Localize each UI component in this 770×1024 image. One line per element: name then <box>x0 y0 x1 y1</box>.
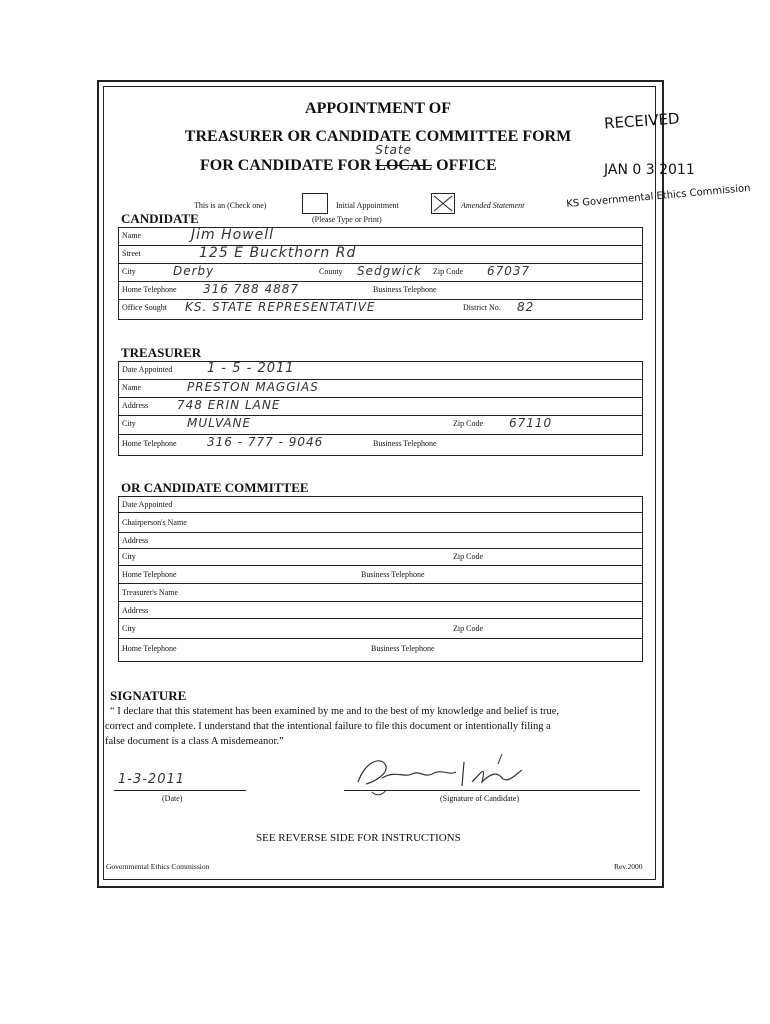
candidate-signature <box>352 752 552 798</box>
treasurer-zip-value: 67110 <box>509 416 553 430</box>
initial-appointment-label: Initial Appointment <box>336 201 399 210</box>
committee-city2-row[interactable]: City Zip Code <box>119 619 642 639</box>
committee-heading: OR CANDIDATE COMMITTEE <box>121 480 309 495</box>
amended-statement-checkbox[interactable] <box>431 193 455 214</box>
candidate-city-value: Derby <box>173 264 215 278</box>
candidate-office-value: KS. STATE REPRESENTATIVE <box>185 300 376 314</box>
committee-city-row[interactable]: City Zip Code <box>119 549 642 566</box>
print-note: (Please Type or Print) <box>312 215 382 224</box>
candidate-street-row[interactable]: Street 125 E Buckthorn Rd <box>119 246 642 264</box>
received-date-stamp: JAN 0 3 2011 <box>604 162 695 178</box>
treasurer-home-tel-value: 316 - 777 - 9046 <box>207 435 324 449</box>
initial-appointment-checkbox[interactable] <box>302 193 328 214</box>
committee-address-row[interactable]: Address <box>119 533 642 549</box>
check-prompt: This is an (Check one) <box>194 201 267 210</box>
signature-line <box>344 790 640 791</box>
candidate-office-row[interactable]: Office Sought KS. STATE REPRESENTATIVE District No. 82 <box>122 300 535 314</box>
treasurer-date-value: 1 - 5 - 2011 <box>207 361 295 376</box>
signature-caption: (Signature of Candidate) <box>440 794 520 803</box>
agency-stamp: KS Governmental Ethics Commission <box>565 182 751 211</box>
candidate-home-tel-value: 316 788 4887 <box>203 282 299 296</box>
committee-table <box>118 496 643 662</box>
candidate-county-value: Sedgwick <box>357 264 422 278</box>
candidate-zip-value: 67037 <box>487 264 531 278</box>
amended-statement-label: Amended Statement <box>461 201 525 210</box>
instructions-note: SEE REVERSE SIDE FOR INSTRUCTIONS <box>256 832 461 844</box>
treasurer-name-row[interactable]: Name PRESTON MAGGIAS <box>119 380 642 398</box>
treasurer-address-row[interactable]: Address 748 ERIN LANE <box>119 398 642 416</box>
title-line-3: FOR CANDIDATE FOR LOCAL State OFFICE <box>200 143 497 174</box>
treasurer-phone-row[interactable]: Home Telephone 316 - 777 - 9046 Business Telephone <box>122 435 437 449</box>
received-stamp: RECEIVED <box>603 109 681 133</box>
committee-treasurer-row[interactable]: Treasurer's Name <box>119 584 642 602</box>
declaration-line-2: correct and complete. I understand that the intentional failure to file this document or intentionally filing a <box>105 721 551 732</box>
check-x-icon <box>432 194 454 213</box>
candidate-city-row[interactable]: City Derby County Sedgwick Zip Code 67037 <box>119 264 642 282</box>
committee-chair-row[interactable]: Chairperson's Name <box>119 513 642 533</box>
declaration-line-1: “ I declare that this statement has been examined by me and to the best of my knowledge and belief is true, <box>110 706 560 717</box>
committee-address2-row[interactable]: Address <box>119 602 642 619</box>
treasurer-address-value: 748 ERIN LANE <box>177 398 281 412</box>
committee-phone2-row[interactable]: Home Telephone Business Telephone <box>122 644 435 653</box>
treasurer-date-row[interactable]: Date Appointed 1 - 5 - 2011 <box>119 362 642 380</box>
candidate-name-value: Jim Howell <box>191 227 275 243</box>
declaration-line-3: false document is a class A misdemeanor.” <box>105 736 284 747</box>
signature-heading: SIGNATURE <box>110 688 187 703</box>
signature-date-value: 1-3-2011 <box>118 772 186 787</box>
treasurer-city-value: MULVANE <box>187 416 252 430</box>
candidate-table <box>118 227 643 320</box>
title-line-2: TREASURER OR CANDIDATE COMMITTEE FORM <box>184 128 572 145</box>
date-caption: (Date) <box>162 794 183 803</box>
treasurer-name-value: PRESTON MAGGIAS <box>187 380 319 394</box>
candidate-street-value: 125 E Buckthorn Rd <box>199 245 357 261</box>
treasurer-table <box>118 361 643 456</box>
committee-date-row[interactable]: Date Appointed <box>119 497 642 513</box>
date-line <box>114 790 246 791</box>
footer-agency: Governmental Ethics Commission <box>106 862 210 871</box>
candidate-name-row[interactable]: Name Jim Howell <box>119 228 642 246</box>
treasurer-heading: TREASURER <box>121 345 202 360</box>
candidate-phone-row[interactable]: Home Telephone 316 788 4887 Business Telephone <box>119 282 642 300</box>
candidate-district-value: 82 <box>517 300 535 314</box>
treasurer-city-row[interactable]: City MULVANE Zip Code 67110 <box>119 416 642 435</box>
committee-phone-row[interactable]: Home Telephone Business Telephone <box>119 566 642 584</box>
footer-revision: Rev.2000 <box>614 862 643 871</box>
candidate-heading: CANDIDATE <box>121 211 199 226</box>
inserted-state: State <box>375 143 413 157</box>
struck-local: LOCAL <box>375 157 433 174</box>
title-line-1: APPOINTMENT OF <box>305 100 451 117</box>
